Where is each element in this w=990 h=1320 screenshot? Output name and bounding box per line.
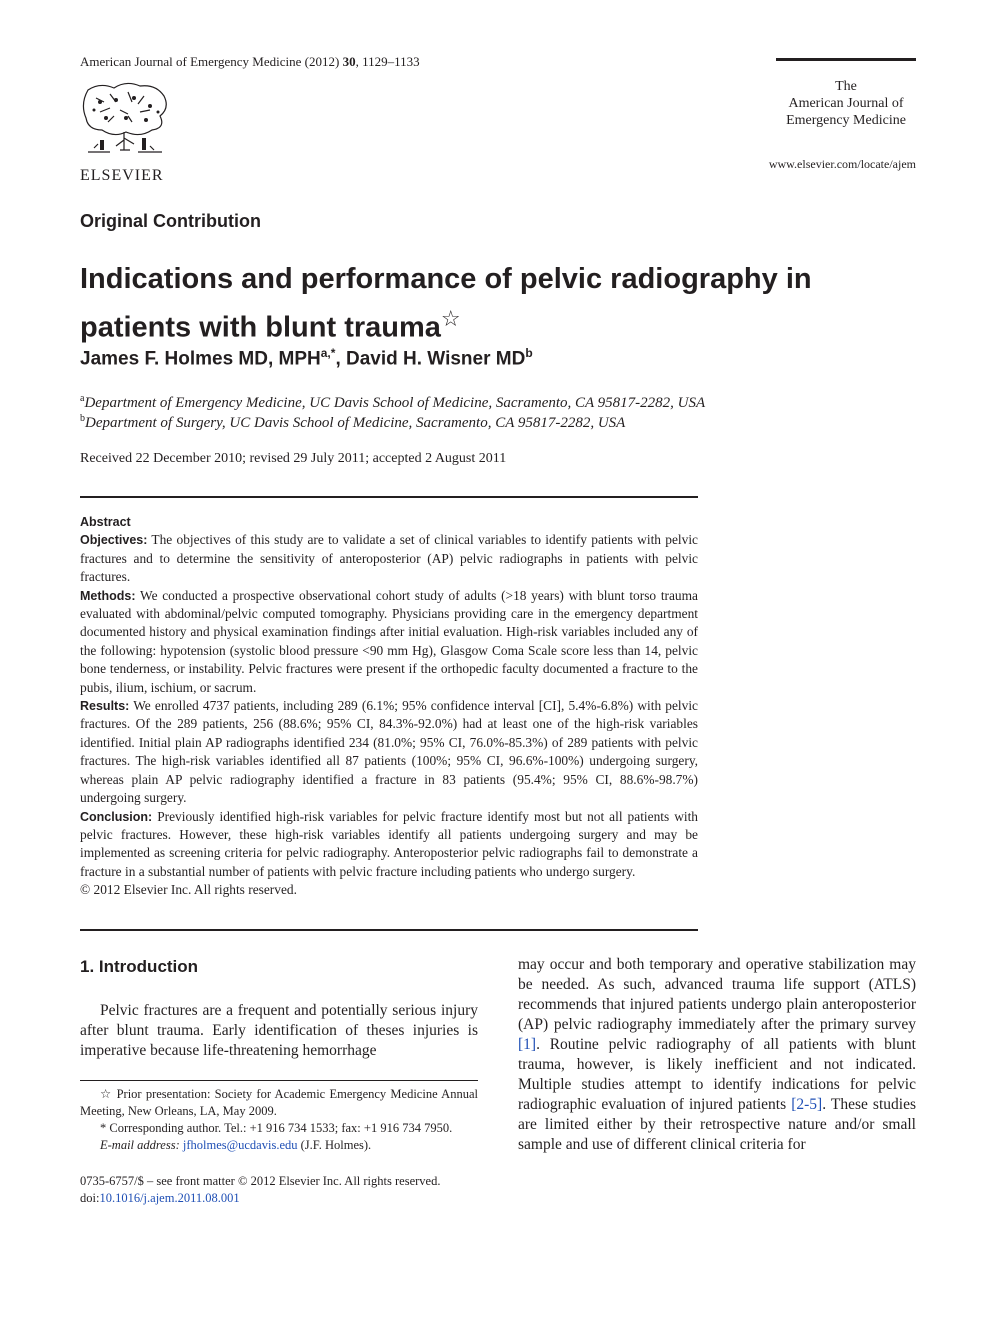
journal-reference bbox=[80, 54, 420, 70]
reference-2-5-link[interactable]: [2-5] bbox=[791, 1096, 823, 1113]
brand-line-2: American Journal of bbox=[788, 96, 904, 111]
doi-link[interactable]: 10.1016/j.ajem.2011.08.001 bbox=[99, 1191, 240, 1205]
affiliation-a bbox=[80, 393, 705, 412]
intro-paragraph: Pelvic fractures are a frequent and potentially serious injury after blunt trauma. Early identification of theses injuries is imperative because life-threatening hemorrhage bbox=[80, 1002, 478, 1059]
col2-text-c: . These studies are limited either by their retrospective nature and/or small sample and use of different clinical criteria for bbox=[518, 1096, 916, 1153]
article-title bbox=[80, 259, 880, 348]
conclusion-label: Conclusion: bbox=[80, 809, 153, 824]
abstract-bottom-rule bbox=[80, 929, 698, 931]
abstract-top-rule bbox=[80, 496, 698, 498]
abstract-conclusion bbox=[80, 808, 698, 882]
journal-url[interactable]: www.elsevier.com/locate/ajem bbox=[768, 157, 916, 171]
abstract-objectives bbox=[80, 531, 698, 586]
conclusion-text: Previously identified high-risk variables for pelvic fracture identify most but not all patients with pelvic fractures. However, these high-risk variables identify all patients undergoing surgery and may be implemented as screening criteria for pelvic radiography. Anteroposterior pelvic radiographs fail to demonstrate a fracture in a substantial number of patients with pelvic fracture including patients who undergo surgery. bbox=[80, 808, 698, 879]
section-label: Original Contribution bbox=[80, 211, 261, 231]
doi-label: doi: bbox=[80, 1191, 100, 1205]
reference-1-link[interactable]: [1] bbox=[518, 1036, 537, 1053]
elsevier-wordmark: ELSEVIER bbox=[80, 167, 164, 184]
abstract-heading: Abstract bbox=[80, 515, 131, 529]
author-2-affiliation[interactable]: b bbox=[525, 346, 533, 360]
author-2: David H. Wisner MD bbox=[346, 348, 526, 370]
title-line-2: patients with blunt trauma bbox=[80, 311, 441, 344]
issn-line: 0735-6757/$ – see front matter © 2012 Elsevier Inc. All rights reserved. bbox=[80, 1174, 441, 1188]
affiliation-b bbox=[80, 413, 625, 432]
abstract-copyright: © 2012 Elsevier Inc. All rights reserved. bbox=[80, 882, 297, 898]
elsevier-logo bbox=[80, 80, 170, 184]
intro-heading: 1. Introduction bbox=[80, 957, 199, 976]
journal-brand bbox=[776, 78, 916, 129]
journal-volume: 30 bbox=[342, 54, 356, 69]
footnote-corresponding-text: Corresponding author. Tel.: +1 916 734 1533; fax: +1 916 734 7950. bbox=[106, 1121, 453, 1135]
title-footnote-star-icon[interactable]: ☆ bbox=[440, 306, 461, 331]
methods-text: We conducted a prospective observational cohort study of adults (>18 years) with blunt torso trauma evaluated with abdominal/pelvic computed tomography. Physicians providing care in the emergency department documented history and physical examination findings after initial evaluation. High-risk variables included any of the following: hypotension (systolic blood pressure <90 mm Hg), Glasgow Coma Scale score less than 14, pelvic bone tenderness, or instability. Pelvic fractures were present if the orthopedic faculty documented a fracture to the pubis, ilium, ischium, or sacrum. bbox=[80, 587, 698, 695]
author-list bbox=[80, 346, 533, 370]
footnote-corresponding bbox=[80, 1120, 478, 1137]
elsevier-tree-icon bbox=[80, 80, 170, 158]
email-link[interactable]: jfholmes@ucdavis.edu bbox=[182, 1138, 298, 1152]
author-1-affiliation[interactable]: a,* bbox=[320, 346, 336, 360]
author-separator: , bbox=[335, 348, 346, 370]
abstract-results bbox=[80, 697, 698, 807]
footnote-email bbox=[80, 1137, 478, 1154]
issn-doi bbox=[80, 1173, 440, 1207]
author-1: James F. Holmes MD, MPH bbox=[80, 348, 321, 370]
brand-line-1: The bbox=[835, 79, 857, 94]
journal-pages: , 1129–1133 bbox=[355, 54, 420, 69]
brand-line-3: Emergency Medicine bbox=[786, 113, 906, 128]
affiliation-a-text: Department of Emergency Medicine, UC Davis School of Medicine, Sacramento, CA 95817-2282, USA bbox=[84, 395, 706, 411]
objectives-text: The objectives of this study are to validate a set of clinical variables to identify patients with pelvic fractures and to determine the sensitivity of anteroposterior (AP) pelvic radiographs in patients with pelvic fractures. bbox=[80, 532, 698, 585]
results-label: Results: bbox=[80, 699, 130, 714]
abstract bbox=[80, 513, 698, 900]
footnote-star-icon: ☆ bbox=[100, 1087, 113, 1101]
affiliation-a-mark: a bbox=[80, 393, 85, 404]
abstract-methods bbox=[80, 587, 698, 697]
objectives-label: Objectives: bbox=[80, 533, 148, 548]
intro-continuation bbox=[518, 955, 916, 1155]
title-line-1: Indications and performance of pelvic radiography in bbox=[80, 263, 812, 295]
email-label: E-mail address: bbox=[100, 1138, 180, 1152]
footnote-rule bbox=[80, 1080, 478, 1081]
col2-text-b: . Routine pelvic radiography of all patients with blunt trauma, however, is likely inefficient and not indicated. Multiple studies attempt to identify indications for pelvic radiographic evaluation of injured patients bbox=[518, 1036, 916, 1113]
received-dates: Received 22 December 2010; revised 29 July 2011; accepted 2 August 2011 bbox=[80, 451, 507, 466]
affiliation-b-mark: b bbox=[80, 413, 85, 424]
col2-text-a: may occur and both temporary and operative stabilization may be needed. As such, advanced trauma life support (ATLS) recommends that injured patients undergo plain anteroposterior (AP) pelvic radiography immediately after the primary survey bbox=[518, 956, 916, 1033]
brand-rule bbox=[776, 58, 916, 61]
footnote-presentation bbox=[80, 1086, 478, 1120]
methods-label: Methods: bbox=[80, 588, 136, 603]
journal-ref-pre: American Journal of Emergency Medicine (2012) bbox=[80, 54, 343, 69]
footnote-presentation-text: Prior presentation: Society for Academic Emergency Medicine Annual Meeting, New Orleans, LA, May 2009. bbox=[80, 1087, 478, 1118]
footnote-asterisk: * bbox=[100, 1121, 107, 1135]
affiliation-b-text: Department of Surgery, UC Davis School of Medicine, Sacramento, CA 95817-2282, USA bbox=[85, 415, 626, 431]
results-text: We enrolled 4737 patients, including 289 (6.1%; 95% confidence interval [CI], 5.4%-6.8%) with pelvic fractures. Of the 289 patients, 256 (88.6%; 95% CI, 84.3%-92.0%) had at least one of the high-risk variables identified. Initial plain AP radiographs identified 234 (81.0%; 95% CI, 76.0%-85.3%) of 289 patients with pelvic fractures. The high-risk variables identified all 87 patients (100%; 95% CI, 96.6%-100%) undergoing surgery, whereas plain AP pelvic radiography identified a fracture in 83 patients (95.4%; 95% CI, 88.6%-98.7%) undergoing surgery. bbox=[80, 698, 698, 806]
email-owner: (J.F. Holmes). bbox=[297, 1138, 372, 1152]
